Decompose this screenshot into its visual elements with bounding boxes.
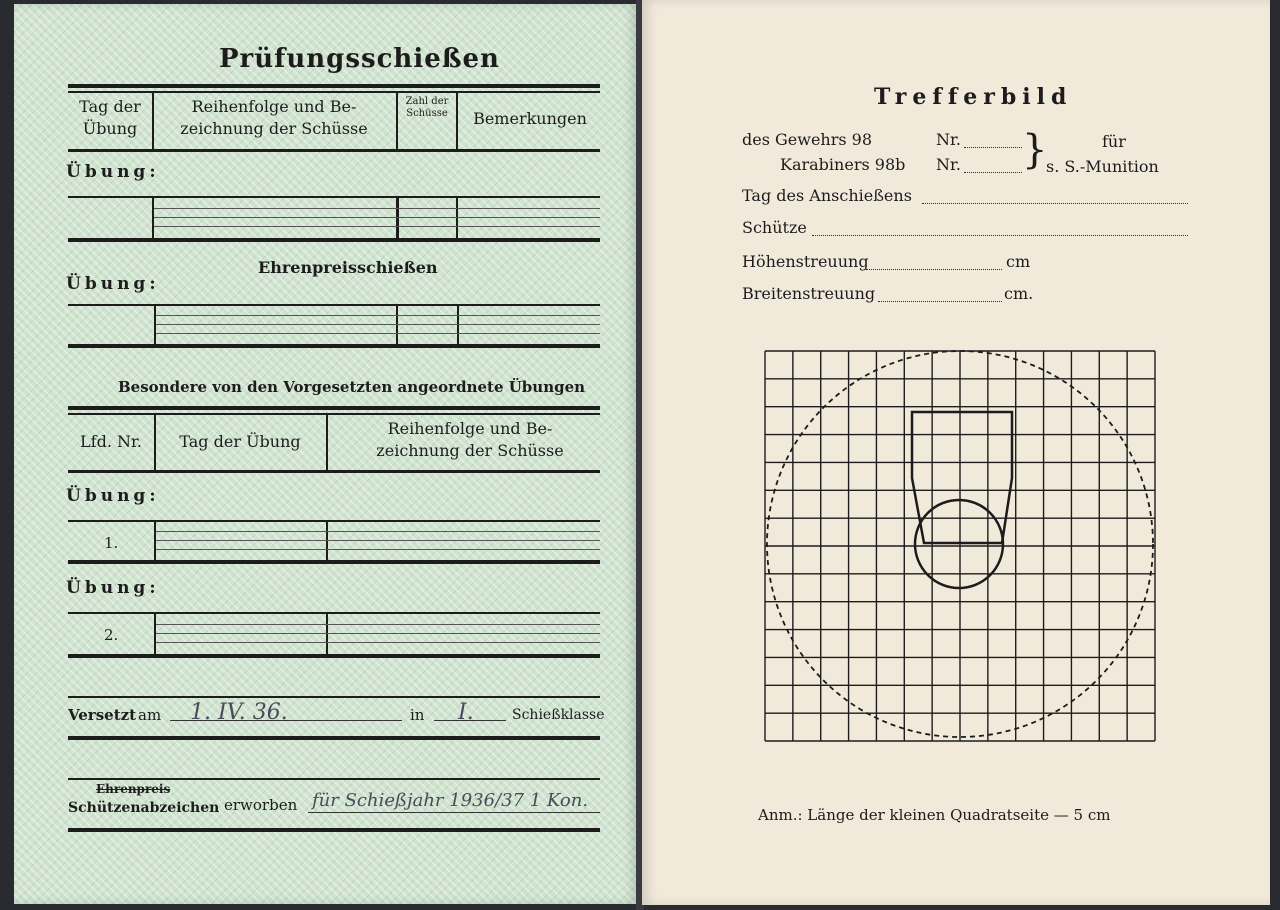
trefferbild-title: Trefferbild bbox=[874, 84, 1073, 110]
row-line bbox=[154, 226, 600, 227]
column-divider bbox=[326, 612, 328, 656]
breiten-label: Breitenstreuung bbox=[742, 284, 876, 303]
besondere-heading: Besondere von den Vorgesetzten angeordnete Übungen bbox=[118, 378, 586, 396]
ehrenpreis-heading: Ehrenpreisschießen bbox=[258, 258, 438, 277]
row-line bbox=[156, 642, 600, 643]
row-line bbox=[154, 217, 600, 218]
column-divider bbox=[326, 520, 328, 562]
page-title: Prüfungsschießen bbox=[219, 44, 500, 74]
fill-line bbox=[308, 812, 600, 813]
column-divider bbox=[152, 91, 154, 149]
column-divider bbox=[456, 196, 458, 241]
header-bemerkungen: Bemerkungen bbox=[473, 109, 587, 128]
right-page bbox=[642, 0, 1270, 905]
table-rule bbox=[68, 828, 600, 832]
versetzt-label: Versetzt bbox=[68, 706, 137, 724]
cm-label: cm. bbox=[1004, 284, 1034, 303]
row-number: 2. bbox=[104, 626, 119, 644]
schuetze-fill-line bbox=[812, 234, 1188, 236]
table-rule bbox=[68, 413, 600, 415]
nr-fill-line bbox=[964, 171, 1022, 173]
cm-label: cm bbox=[1006, 252, 1031, 271]
row-line bbox=[156, 633, 600, 634]
ehrenpreis-struck: Ehrenpreis bbox=[96, 782, 171, 796]
breiten-fill-line bbox=[878, 300, 1002, 302]
column-divider bbox=[154, 304, 156, 346]
tag-fill-line bbox=[922, 202, 1188, 204]
table-rule bbox=[68, 736, 600, 740]
erworben-value: für Schießjahr 1936/37 1 Kon. bbox=[312, 790, 589, 811]
gewehr-label: des Gewehrs 98 bbox=[742, 130, 873, 149]
left-page bbox=[14, 4, 638, 904]
row-line bbox=[156, 549, 600, 550]
column-divider bbox=[326, 413, 328, 471]
table-rule bbox=[68, 778, 600, 780]
munition-label: s. S.-Munition bbox=[1046, 157, 1159, 176]
table-rule bbox=[68, 344, 600, 348]
row-number: 1. bbox=[104, 534, 119, 552]
header-reihenfolge: Reihenfolge und Be- zeichnung der Schüsse bbox=[376, 419, 564, 460]
nr-label: Nr. bbox=[936, 130, 961, 149]
uebung-label: Übung: bbox=[66, 274, 160, 294]
uebung-label: Übung: bbox=[66, 162, 160, 182]
row-line bbox=[156, 315, 600, 316]
footnote: Anm.: Länge der kleinen Quadratseite — 5 cm bbox=[758, 806, 1111, 824]
erworben-label: erworben bbox=[224, 796, 298, 814]
column-divider bbox=[152, 196, 154, 241]
table-rule bbox=[68, 196, 600, 198]
table-rule bbox=[68, 470, 600, 473]
column-divider bbox=[154, 413, 156, 471]
column-divider bbox=[396, 304, 398, 346]
table-rule bbox=[68, 84, 600, 88]
klasse-value: I. bbox=[458, 700, 474, 725]
header-lfd: Lfd. Nr. bbox=[80, 432, 142, 451]
column-divider bbox=[456, 91, 458, 149]
nr-label: Nr. bbox=[936, 155, 961, 174]
table-rule bbox=[68, 560, 600, 564]
schuetzenabzeichen-label: Schützenabzeichen bbox=[68, 800, 220, 816]
table-rule bbox=[68, 654, 600, 658]
table-rule bbox=[68, 149, 600, 152]
row-line bbox=[156, 624, 600, 625]
uebung-label: Übung: bbox=[66, 578, 160, 598]
tag-label: Tag des Anschießens bbox=[742, 186, 912, 205]
table-rule bbox=[68, 612, 600, 614]
header-tag: Tag der Übung bbox=[79, 97, 141, 138]
schiessklasse-label: Schießklasse bbox=[512, 707, 605, 723]
brace: } bbox=[1022, 127, 1048, 173]
versetzt-date: 1. IV. 36. bbox=[190, 700, 288, 725]
nr-fill-line bbox=[964, 146, 1022, 148]
target-grid bbox=[760, 346, 1160, 746]
uebung-label: Übung: bbox=[66, 486, 160, 506]
fuer-label: für bbox=[1102, 132, 1126, 151]
header-reihenfolge: Reihenfolge und Be- zeichnung der Schüsse bbox=[180, 97, 368, 138]
header-tag: Tag der Übung bbox=[179, 432, 301, 451]
header-zahl: Zahl der Schüsse bbox=[405, 96, 449, 119]
row-line bbox=[156, 324, 600, 325]
schuetze-label: Schütze bbox=[742, 218, 807, 237]
row-line bbox=[154, 208, 600, 209]
hoehen-label: Höhenstreuung bbox=[742, 252, 869, 271]
row-line bbox=[156, 333, 600, 334]
table-rule bbox=[68, 304, 600, 306]
column-divider bbox=[154, 612, 156, 656]
column-divider bbox=[457, 304, 459, 346]
hoehen-fill-line bbox=[866, 268, 1002, 270]
row-line bbox=[156, 531, 600, 532]
table-rule bbox=[68, 406, 600, 410]
column-divider bbox=[396, 196, 399, 241]
am-label: am bbox=[138, 706, 162, 724]
table-rule bbox=[68, 520, 600, 522]
table-rule bbox=[68, 238, 600, 242]
karabiner-label: Karabiners 98b bbox=[780, 155, 906, 174]
column-divider bbox=[154, 520, 156, 562]
table-rule bbox=[68, 91, 600, 93]
in-label: in bbox=[410, 706, 425, 724]
row-line bbox=[156, 540, 600, 541]
table-rule bbox=[68, 696, 600, 698]
